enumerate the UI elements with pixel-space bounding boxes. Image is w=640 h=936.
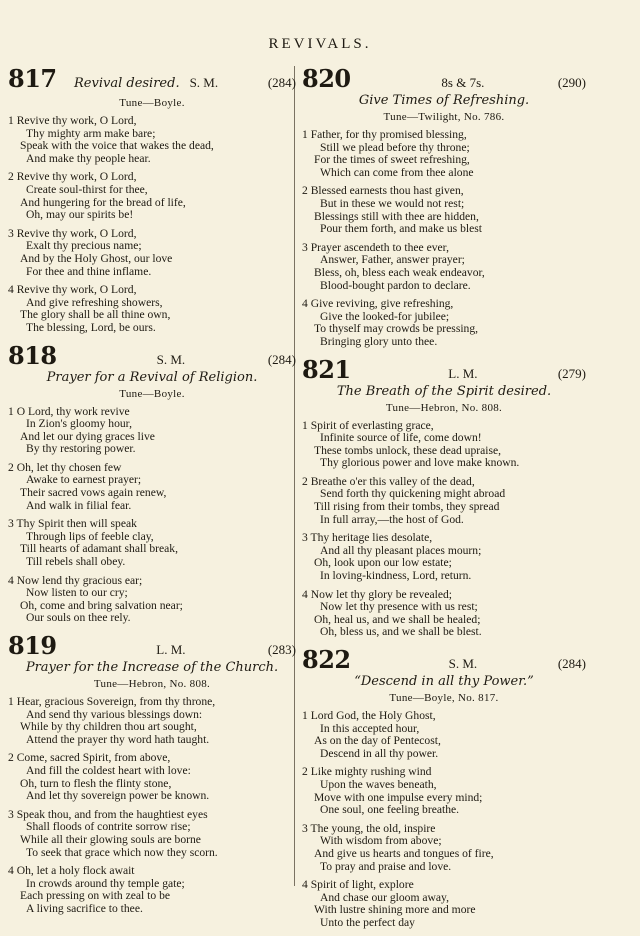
stanza [302, 242, 586, 292]
stanza-line: Move with one impulse every mind; [314, 790, 483, 804]
stanza-line: Send forth thy quickening might abroad [320, 487, 506, 501]
stanza-line: To seek that grace which now they scorn. [26, 845, 218, 859]
stanza-line: Descend in all thy power. [320, 746, 439, 760]
stanza-line: And give refreshing showers, [26, 295, 163, 309]
stanza-line: Create soul-thirst for thee, [26, 182, 148, 196]
stanza [8, 284, 296, 334]
hymn-subtitle: Prayer for a Revival of Religion. [46, 369, 258, 385]
hymn-header [302, 64, 586, 94]
stanza-line: With wisdom from above; [320, 834, 442, 848]
stanza-line: For thee and thine inflame. [26, 264, 152, 278]
stanza-line: 3 Speak thou, and from the haughtiest eyes [8, 807, 208, 821]
hymn-820 [302, 64, 586, 349]
stanza-line: Bless, oh, bless each weak endeavor, [314, 265, 485, 279]
hymn-header [8, 631, 296, 661]
stanza [302, 589, 586, 639]
hymn-page-ref: (284) [267, 75, 296, 90]
hymn-meter: L. M. [156, 642, 186, 657]
stanza-line: 3 Revive thy work, O Lord, [8, 226, 137, 240]
hymn-tune: Tune—Hebron, No. 808. [385, 401, 503, 414]
stanza-line: And all thy pleasant places mourn; [320, 543, 482, 557]
hymn-number: 819 [8, 631, 57, 660]
stanza [302, 476, 586, 526]
hymn-title: Revival desired. [74, 76, 180, 91]
stanza-line: Blessings still with thee are hidden, [314, 209, 479, 223]
stanza-line: Oh, look upon our low estate; [314, 556, 452, 570]
stanza-line: In loving-kindness, Lord, return. [320, 569, 472, 583]
stanza [302, 532, 586, 582]
stanza-line: 2 Revive thy work, O Lord, [8, 170, 137, 184]
hymn-header [8, 341, 296, 371]
stanza-line: As on the day of Pentecost, [314, 734, 441, 748]
hymn-822 [302, 645, 586, 930]
stanza-line: Attend the prayer thy word hath taught. [26, 732, 210, 746]
stanza-line: And let thy sovereign power be known. [26, 789, 210, 803]
stanza-line: 4 Revive thy work, O Lord, [8, 283, 137, 297]
stanza [302, 129, 586, 179]
stanza [302, 185, 586, 235]
stanza-line: Thy glorious power and love make known. [320, 456, 520, 470]
hymn-meter: S. M. [448, 656, 478, 671]
stanza-line: And walk in filial fear. [26, 498, 132, 512]
stanza-line: Till rising from their tombs, they spread [314, 500, 500, 514]
stanza-line: Still we plead before thy throne; [320, 140, 470, 154]
stanza-line: A living sacrifice to thee. [26, 901, 143, 915]
hymn-page-ref: (283) [267, 642, 296, 657]
stanza [302, 823, 586, 873]
stanza-line: The blessing, Lord, be ours. [26, 320, 156, 334]
stanza-line: While by thy children thou art sought, [20, 720, 197, 734]
hymn-meter: L. M. [448, 365, 478, 381]
stanza-line: Pour them forth, and make us blest [320, 222, 482, 236]
stanza-line: 3 Thy Spirit then will speak [8, 517, 137, 531]
hymn-tune: Tune—Hebron, No. 808. [93, 678, 211, 690]
stanza [302, 766, 586, 816]
stanza [8, 406, 296, 456]
stanza-line: Answer, Father, answer prayer; [320, 253, 465, 267]
hymn-subtitle: Prayer for the Increase of the Church. [25, 660, 279, 675]
stanza-line: In Zion's gloomy hour, [26, 417, 132, 431]
stanza-line: 3 Thy heritage lies desolate, [302, 531, 433, 545]
stanza-line: And fill the coldest heart with love: [26, 763, 191, 777]
stanza-line: Oh, heal us, and we shall be healed; [314, 612, 481, 626]
stanza-line: Shall floods of contrite sorrow rise; [26, 820, 191, 834]
stanza-line: Each pressing on with zeal to be [20, 889, 171, 903]
stanza-line: 3 Prayer ascendeth to thee ever, [302, 240, 449, 254]
stanza-line: 1 Revive thy work, O Lord, [8, 114, 137, 127]
hymn-818 [8, 341, 296, 626]
stanza-line: And send thy various blessings down: [26, 707, 203, 721]
stanza-line: The glory shall be all thine own, [20, 308, 171, 322]
stanza-line: In crowds around thy temple gate; [26, 876, 185, 890]
stanza [302, 298, 586, 348]
hymn-number: 821 [302, 354, 351, 384]
stanza-line: Thy mighty arm make bare; [26, 126, 156, 140]
hymn-subtitle: “Descend in all thy Power.” [354, 674, 534, 689]
hymn-817 [8, 64, 296, 335]
stanza-line: Give the looked-for jubilee; [320, 309, 450, 323]
running-head: REVIVALS. [268, 36, 372, 52]
stanza-line: Oh, come and bring salvation near; [20, 598, 183, 612]
stanza-line: Exalt thy precious name; [26, 239, 142, 253]
hymn-number: 820 [302, 64, 351, 93]
stanza [8, 696, 296, 746]
stanza [8, 171, 296, 221]
stanza-line: Upon the waves beneath, [320, 777, 437, 791]
stanza-line: Awake to earnest prayer; [26, 473, 142, 487]
left-column [8, 64, 296, 922]
stanza-line: One soul, one feeling breathe. [320, 803, 460, 817]
stanza-line: Speak with the voice that wakes the dead, [20, 139, 214, 153]
hymn-meter: 8s & 7s. [441, 75, 485, 90]
stanza-line: For the times of sweet refreshing, [314, 153, 470, 167]
stanza [302, 879, 586, 929]
stanza-line: 3 The young, the old, inspire [302, 821, 436, 835]
stanza-line: 2 Breathe o'er this valley of the dead, [302, 474, 475, 488]
stanza-line: Now listen to our cry; [26, 586, 128, 600]
stanza-line: Till rebels shall obey. [26, 555, 126, 569]
stanza-line: Infinite source of life, come down! [320, 431, 482, 445]
stanza [8, 575, 296, 625]
hymn-meter: S. M. [189, 75, 219, 90]
stanza-line: And hungering for the bread of life, [20, 195, 186, 209]
stanza-line: In full array,—the host of God. [320, 512, 464, 526]
stanza-line: 1 O Lord, thy work revive [8, 404, 130, 418]
hymn-page-ref: (279) [557, 365, 586, 381]
stanza-line: And give us hearts and tongues of fire, [314, 846, 494, 860]
stanza-line: 2 Like mighty rushing wind [302, 765, 432, 779]
stanza [8, 809, 296, 859]
stanza-line: While all their glowing souls are borne [20, 832, 201, 846]
stanza-line: These tombs unlock, these dead upraise, [314, 443, 502, 457]
stanza-line: 2 Blessed earnests thou hast given, [302, 184, 464, 198]
hymn-tune: Tune—Twilight, No. 786. [383, 111, 505, 123]
hymn-tune: Tune—Boyle, No. 817. [389, 692, 499, 704]
stanza-line: 2 Oh, let thy chosen few [8, 460, 122, 474]
stanza-line: In this accepted hour, [320, 721, 420, 735]
hymn-tune: Tune—Boyle. [119, 387, 185, 400]
stanza-line: To thyself may crowds be pressing, [314, 322, 479, 336]
stanza-line: Through lips of feeble clay, [26, 529, 154, 543]
stanza-line: Now let thy presence with us rest; [320, 600, 478, 614]
stanza-line: Oh, turn to flesh the flinty stone, [20, 776, 172, 790]
hymn-subtitle: Give Times of Refreshing. [358, 93, 530, 108]
stanza-line: Oh, may our spirits be! [26, 208, 134, 222]
stanza-line: Unto the perfect day [320, 915, 415, 929]
hymn-number: 818 [8, 340, 57, 370]
stanza [302, 710, 586, 760]
hymn-header [302, 645, 586, 675]
stanza [8, 462, 296, 512]
hymn-819 [8, 631, 296, 916]
stanza-line: With lustre shining more and more [314, 903, 476, 917]
hymn-number: 817 [8, 64, 57, 93]
stanza-line: Till hearts of adamant shall break, [20, 542, 178, 556]
hymn-number: 822 [302, 645, 351, 674]
hymn-page-ref: (290) [557, 75, 586, 90]
hymn-header [8, 64, 296, 94]
stanza-line: And let our dying graces live [20, 429, 155, 443]
stanza-line: 2 Come, sacred Spirit, from above, [8, 751, 171, 765]
stanza-line: But in these we would not rest; [320, 196, 465, 210]
stanza-line: 4 Now lend thy gracious ear; [8, 573, 143, 587]
stanza-line: Oh, bless us, and we shall be blest. [320, 625, 482, 639]
stanza-line: And chase our gloom away, [320, 890, 449, 904]
stanza-line: 1 Hear, gracious Sovereign, from thy throne, [8, 695, 216, 708]
hymn-page-ref: (284) [557, 656, 586, 671]
stanza-line: Blood-bought pardon to declare. [320, 278, 471, 292]
hymn-subtitle: The Breath of the Spirit desired. [336, 383, 552, 399]
hymn-header [302, 355, 586, 385]
stanza [302, 420, 586, 470]
stanza-line: And make thy people hear. [26, 151, 151, 165]
stanza-line: 4 Now let thy glory be revealed; [302, 587, 453, 601]
stanza-line: 4 Oh, let a holy flock await [8, 864, 135, 878]
hymn-page-ref: (284) [267, 351, 296, 367]
hymn-tune: Tune—Boyle. [119, 97, 185, 109]
stanza [8, 865, 296, 915]
stanza-line: 1 Spirit of everlasting grace, [302, 418, 434, 432]
stanza-line: To pray and praise and love. [320, 859, 452, 873]
stanza [8, 752, 296, 802]
stanza-line: By thy restoring power. [26, 442, 136, 456]
stanza-line: Bringing glory unto thee. [320, 334, 438, 348]
stanza-line: Our souls on thee rely. [26, 611, 131, 625]
stanza [8, 115, 296, 165]
stanza-line: Which can come from thee alone [320, 165, 474, 179]
stanza-line: 1 Lord God, the Holy Ghost, [302, 709, 436, 722]
stanza-line: And by the Holy Ghost, our love [20, 251, 173, 265]
right-column [302, 64, 586, 936]
stanza-line: Their sacred vows again renew, [20, 486, 167, 500]
stanza [8, 518, 296, 568]
stanza-line: 4 Spirit of light, explore [302, 878, 414, 892]
stanza [8, 228, 296, 278]
hymn-meter: S. M. [156, 351, 186, 367]
hymn-821 [302, 355, 586, 640]
stanza-line: 1 Father, for thy promised blessing, [302, 128, 467, 141]
stanza-line: 4 Give reviving, give refreshing, [302, 297, 454, 311]
